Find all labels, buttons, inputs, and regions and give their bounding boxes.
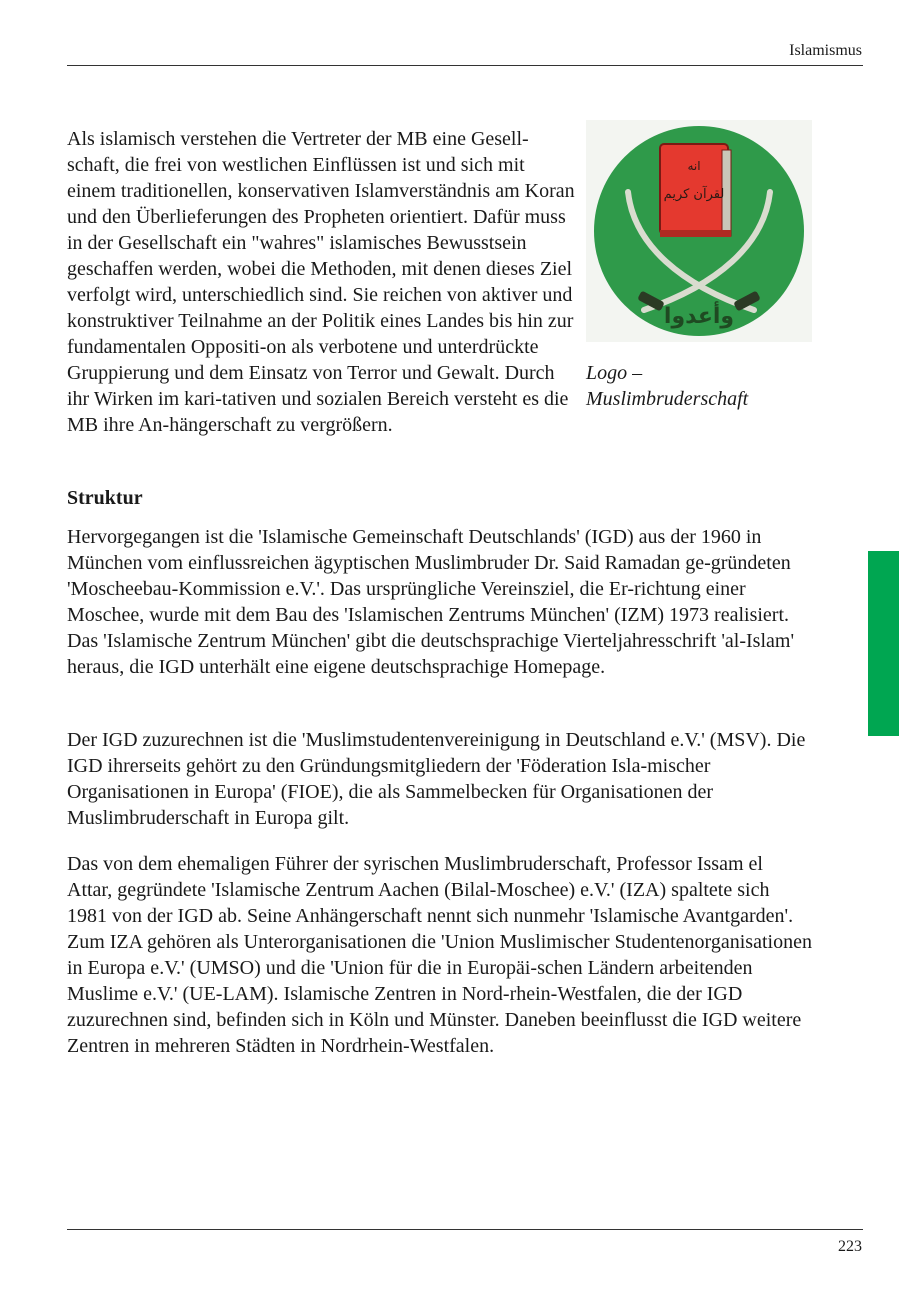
- logo-image: [586, 120, 812, 342]
- footer-rule: [67, 1229, 863, 1230]
- chapter-side-tab: [868, 551, 899, 736]
- logo-book-script-main: لقرآن كريم: [663, 187, 725, 202]
- logo-caption-line2: Muslimbruderschaft: [586, 388, 749, 410]
- header-rule: [67, 65, 863, 66]
- logo-caption-line1: Logo –: [586, 362, 643, 384]
- body-paragraph-3: Das von dem ehemaligen Führer der syrischen Muslimbruderschaft, Professor Issam el Attar, gegründete 'Islamische Zentrum Aachen (Bilal-Moschee) e.V.' (IZA) spaltete sich 1981 von der IGD ab. Seine Anhängerschaft nennt sich nunmehr 'Islamische Avantgarden'. Zum IZA gehören als Unterorganisationen die 'Union Muslimischer Studentenorganisationen in Europa e.V.' (UMSO) und die 'Union für die in Europäi-schen Ländern arbeitenden Muslime e.V.' (UE-LAM). Islamische Zentren in Nord-rhein-Westfalen, die der IGD zuzurechnen sind, befinden sich in Köln und Münster. Daneben beeinflusst die IGD weitere Zentren in mehreren Städten in Nordrhein-Westfalen.: [67, 853, 812, 1057]
- body-paragraph-1: Hervorgegangen ist die 'Islamische Gemeinschaft Deutschlands' (IGD) aus der 1960 in München vom einflussreichen ägyptischen Muslimbruder Dr. Said Ramadan ge-gründeten 'Moscheebau-Kommission e.V.'. Das ursprüngliche Vereinsziel, die Er-richtung einer Moschee, wurde mit dem Bau des 'Islamischen Zentrums München' (IZM) 1973 realisiert. Das 'Islamische Zentrum München' gibt die deutschsprachige Vierteljahresschrift 'al-Islam' heraus, die IGD unterhält eine eigene deutschsprachige Homepage.: [67, 526, 795, 678]
- logo-bottom-script: وأعدوا: [663, 304, 735, 329]
- logo-book-script-top: انه: [687, 159, 701, 173]
- intro-paragraph: Als islamisch verstehen die Vertreter der MB eine Gesell-schaft, die frei von westlichen Einflüssen ist und sich mit einem traditionellen, konservativen Islamverständnis am Koran und den Überlieferungen des Propheten orientiert. Dafür muss in der Gesellschaft ein "wahres" islamisches Bewusstsein geschaffen werden, wobei die Methoden, mit denen dieses Ziel verfolgt wird, unterschiedlich sind. Sie reichen von aktiver und konstruktiver Teilnahme an der Politik eines Landes bis hin zur fundamentalen Oppositi-on als verbotene und unterdrückte Gruppierung und dem Einsatz von Terror und Gewalt. Durch ihr Wirken im kari-tativen und sozialen Bereich versteht es die MB ihre An-hängerschaft zu vergrößern.: [67, 128, 575, 436]
- section-heading-struktur: Struktur: [67, 487, 143, 509]
- logo-caption: [586, 360, 816, 412]
- body-paragraph-2: Der IGD zuzurechnen ist die 'Muslimstudentenvereinigung in Deutschland e.V.' (MSV). Die IGD ihrerseits gehört zu den Gründungsmitgliedern der 'Föderation Isla-mischer Organisationen in Europa' (FIOE), die als Sammelbecken für Organisationen der Muslimbruderschaft in Europa gilt.: [67, 729, 806, 829]
- muslim-brotherhood-logo-icon: [586, 120, 812, 342]
- running-header-title: Islamismus: [789, 42, 862, 59]
- page-number: 223: [838, 1238, 862, 1255]
